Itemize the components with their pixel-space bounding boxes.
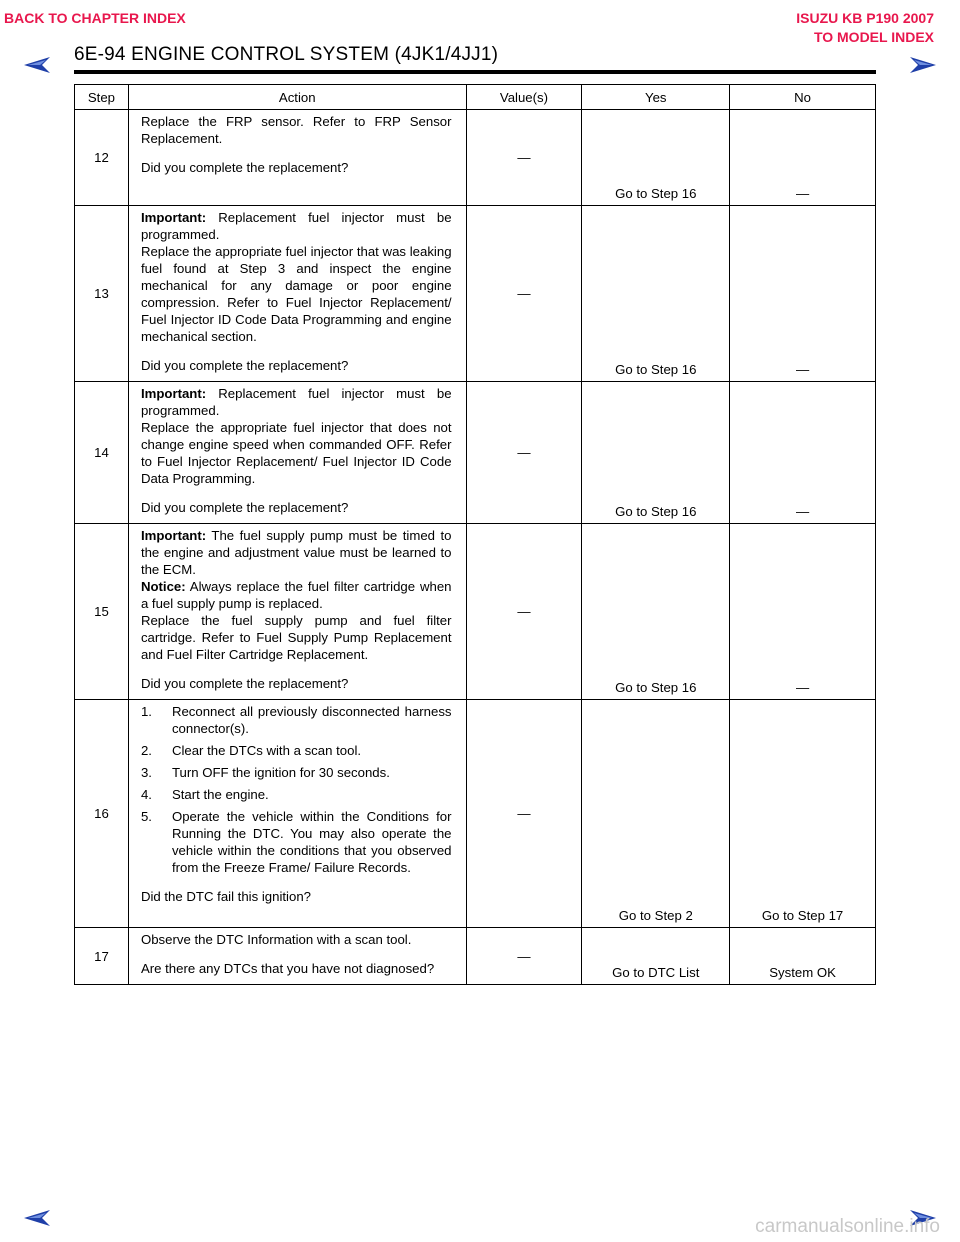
action-cell — [128, 524, 466, 700]
substep-text: Reconnect all previously disconnected harness connector(s). — [171, 704, 452, 736]
action-question: Did you complete the replacement? — [140, 358, 349, 373]
list-item — [141, 786, 452, 803]
list-item — [141, 742, 452, 759]
important-note — [141, 527, 452, 578]
no-cell: — — [730, 382, 876, 524]
important-note — [141, 385, 452, 419]
list-item — [141, 808, 452, 876]
watermark: carmanualsonline.info — [755, 1216, 940, 1237]
table-row — [75, 524, 876, 700]
step-number: 12 — [75, 110, 129, 206]
substep-text: Operate the vehicle within the Conditions for Running the DTC. You may also operate the vehicle within the conditions that you observed from the Freeze Frame/ Failure Records. — [171, 809, 452, 875]
important-text: Replacement fuel injector must be programmed. — [140, 386, 452, 418]
important-text: The fuel supply pump must be timed to the engine and adjustment value must be learned to the ECM. — [140, 528, 452, 577]
table-row — [75, 928, 876, 985]
header-value: Value(s) — [466, 85, 582, 110]
header-yes: Yes — [582, 85, 730, 110]
substep-list — [141, 703, 452, 876]
action-cell — [128, 206, 466, 382]
step-number: 17 — [75, 928, 129, 985]
header-no: No — [730, 85, 876, 110]
header-action: Action — [128, 85, 466, 110]
value-cell: — — [466, 928, 582, 985]
table-header-row — [75, 85, 876, 110]
notice-text: Always replace the fuel filter cartridge when a fuel supply pump is replaced. — [140, 579, 452, 611]
substep-number: 1. — [140, 704, 152, 719]
no-cell: — — [730, 524, 876, 700]
substep-text: Start the engine. — [171, 787, 269, 802]
step-number: 16 — [75, 700, 129, 928]
no-cell: — — [730, 206, 876, 382]
substep-number: 5. — [140, 809, 152, 824]
notice-label: Notice: — [140, 579, 186, 594]
next-page-arrow-icon[interactable] — [910, 57, 936, 73]
important-note — [141, 209, 452, 243]
header-step: Step — [75, 85, 129, 110]
important-label: Important: — [140, 210, 207, 225]
action-cell — [128, 382, 466, 524]
action-question: Are there any DTCs that you have not diagnosed? — [140, 961, 435, 976]
value-cell: — — [466, 382, 582, 524]
action-text: Replace the fuel supply pump and fuel filter cartridge. Refer to Fuel Supply Pump Replacement and Fuel Filter Cartridge Replacement. — [140, 613, 452, 662]
yes-cell: Go to DTC List — [582, 928, 730, 985]
action-text: Replace the appropriate fuel injector that was leaking fuel found at Step 3 and inspect the engine mechanical for any damage or poor engine compression. Refer to Fuel Injector Replacement/ Fuel Injector ID Code Data Programming and engine mechanical section. — [140, 244, 452, 344]
action-question: Did the DTC fail this ignition? — [140, 889, 311, 904]
yes-cell: Go to Step 16 — [582, 524, 730, 700]
list-item — [141, 703, 452, 737]
action-text: Observe the DTC Information with a scan tool. — [140, 932, 412, 947]
substep-text: Turn OFF the ignition for 30 seconds. — [171, 765, 390, 780]
action-cell — [128, 928, 466, 985]
value-cell: — — [466, 206, 582, 382]
yes-cell: Go to Step 2 — [582, 700, 730, 928]
action-cell — [128, 110, 466, 206]
table-row — [75, 700, 876, 928]
yes-cell: Go to Step 16 — [582, 206, 730, 382]
step-number: 15 — [75, 524, 129, 700]
value-cell: — — [466, 700, 582, 928]
substep-text: Clear the DTCs with a scan tool. — [171, 743, 362, 758]
yes-cell: Go to Step 16 — [582, 110, 730, 206]
step-number: 14 — [75, 382, 129, 524]
action-cell — [128, 700, 466, 928]
no-cell: Go to Step 17 — [730, 700, 876, 928]
important-label: Important: — [140, 528, 207, 543]
yes-cell: Go to Step 16 — [582, 382, 730, 524]
no-cell: — — [730, 110, 876, 206]
important-label: Important: — [140, 386, 207, 401]
action-question: Did you complete the replacement? — [140, 500, 349, 515]
substep-number: 3. — [140, 765, 152, 780]
substep-number: 2. — [140, 743, 152, 758]
substep-number: 4. — [140, 787, 152, 802]
notice-note — [141, 578, 452, 612]
step-number: 13 — [75, 206, 129, 382]
previous-page-arrow-icon[interactable] — [24, 57, 50, 73]
action-text: Replace the FRP sensor. Refer to FRP Sensor Replacement. — [140, 114, 452, 146]
list-item — [141, 764, 452, 781]
important-text: Replacement fuel injector must be programmed. — [140, 210, 452, 242]
model-title-link[interactable]: ISUZU KB P190 2007 — [796, 10, 934, 26]
table-row — [75, 382, 876, 524]
to-model-index-link[interactable]: TO MODEL INDEX — [813, 29, 934, 45]
title-divider — [74, 70, 876, 74]
table-row — [75, 206, 876, 382]
back-to-chapter-index-link[interactable]: BACK TO CHAPTER INDEX — [4, 10, 186, 26]
diagnostic-table — [74, 84, 876, 985]
action-text: Replace the appropriate fuel injector that does not change engine speed when commanded OFF. Refer to Fuel Injector Replacement/ Fuel Injector ID Code Data Programming. — [140, 420, 452, 486]
page-title: 6E-94 ENGINE CONTROL SYSTEM (4JK1/4JJ1) — [74, 44, 499, 65]
action-question: Did you complete the replacement? — [140, 160, 349, 175]
no-cell: System OK — [730, 928, 876, 985]
value-cell: — — [466, 110, 582, 206]
table-row — [75, 110, 876, 206]
action-question: Did you complete the replacement? — [140, 676, 349, 691]
value-cell: — — [466, 524, 582, 700]
previous-page-arrow-icon[interactable] — [24, 1210, 50, 1226]
